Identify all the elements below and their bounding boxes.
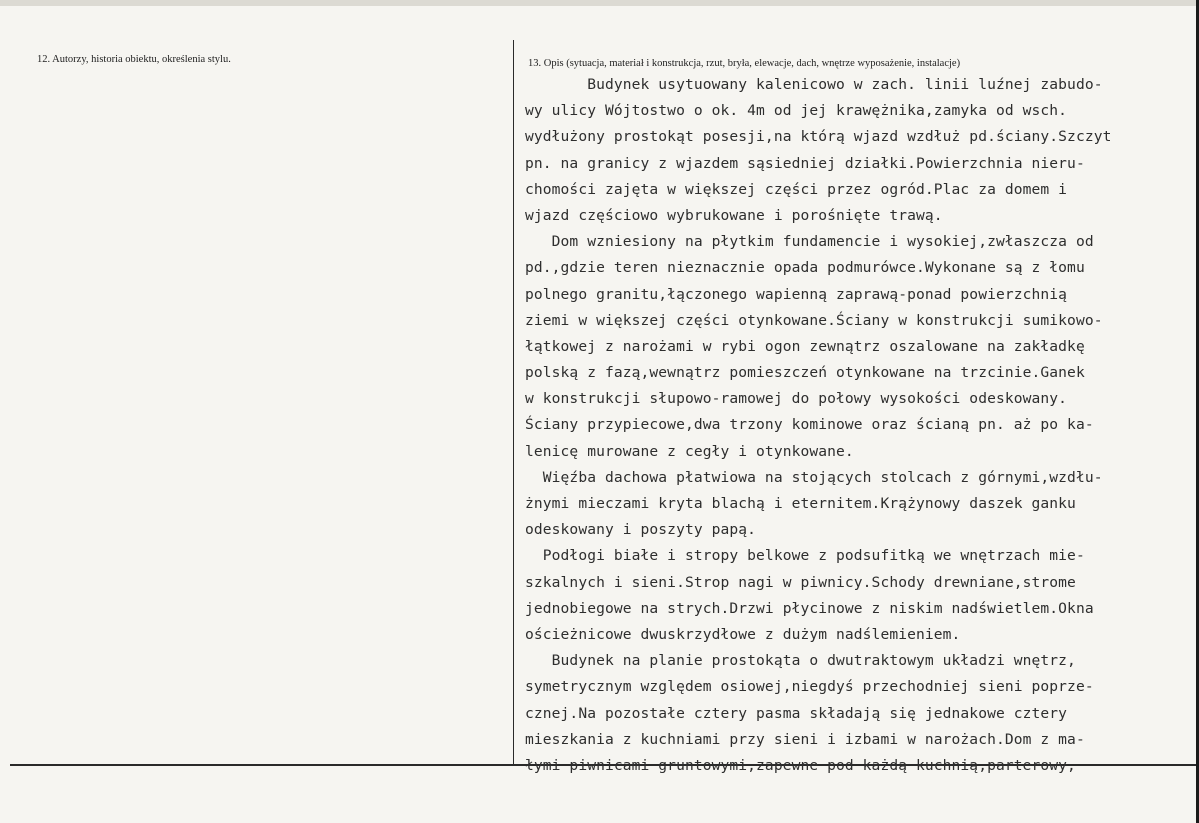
text-line: mieszkania z kuchniami przy sieni i izbami w narożach.Dom z ma-	[525, 730, 1085, 748]
text-line: łymi piwnicami gruntowymi,zapewne pod każdą kuchnią,parterowy,	[525, 756, 1076, 774]
text-line: wjazd częściowo wybrukowane i porośnięte trawą.	[525, 206, 943, 224]
text-line: ziemi w większej części otynkowane.Ściany w konstrukcji sumikowo-	[525, 311, 1103, 329]
text-line: polnego granitu,łączonego wapienną zaprawą-ponad powierzchnią	[525, 285, 1068, 303]
text-line: żnymi mieczami kryta blachą i eternitem.Krążynowy daszek ganku	[525, 495, 1076, 512]
text-line: Więźba dachowa płatwiowa na stojących stolcach z górnymi,wzdłu-	[525, 468, 1103, 486]
text-line: wy ulicy Wójtostwo o ok. 4m od jej krawężnika,zamyka od wsch.	[525, 102, 1068, 120]
top-edge	[0, 0, 1199, 6]
text-line: pd.,gdzie teren nieznacznie opada podmurówce.Wykonane są z łomu	[525, 259, 1085, 277]
text-line: cznej.Na pozostałe cztery pasma składają się jednakowe cztery	[525, 704, 1068, 722]
text-line: polską z fazą,wewnątrz pomieszczeń otynkowane na trzcinie.Ganek	[525, 364, 1085, 382]
text-line: Budynek na planie prostokąta o dwutraktowym układzi wnętrz,	[525, 652, 1076, 670]
text-line: w konstrukcji słupowo-ramowej do połowy wysokości odeskowany.	[525, 390, 1068, 408]
text-line: Budynek usytuowany kalenicowo w zach. linii luźnej zabudo-	[525, 76, 1103, 93]
text-line: łątkowej z narożami w rybi ogon zewnątrz oszalowane na zakładkę	[525, 337, 1085, 355]
text-line: lenicę murowane z cegły i otynkowane.	[525, 442, 854, 460]
text-line: pn. na granicy z wjazdem sąsiedniej działki.Powierzchnia nieru-	[525, 154, 1085, 172]
section-12-heading: 12. Autorzy, historia obiektu, określenia stylu.	[37, 54, 231, 65]
text-line: Dom wzniesiony na płytkim fundamencie i wysokiej,zwłaszcza od	[525, 233, 1094, 251]
text-line: szkalnych i sieni.Strop nagi w piwnicy.Schody drewniane,strome	[525, 573, 1076, 591]
text-line: ościeżnicowe dwuskrzydłowe z dużym nadślemieniem.	[525, 625, 961, 643]
text-line: symetrycznym względem osiowej,niegdyś przechodniej sieni poprze-	[525, 678, 1094, 696]
text-line: jednobiegowe na strych.Drzwi płycinowe z niskim nadświetlem.Okna	[525, 599, 1094, 617]
text-line: Ściany przypiecowe,dwa trzony kominowe oraz ścianą pn. aż po ka-	[525, 416, 1094, 434]
description-text	[525, 72, 1185, 779]
text-line: chomości zajęta w większej części przez ogród.Plac za domem i	[525, 180, 1068, 198]
text-line: Podłogi białe i stropy belkowe z podsufitką we wnętrzach mie-	[525, 547, 1085, 565]
column-divider	[513, 40, 514, 765]
text-line: odeskowany i poszyty papą.	[525, 521, 757, 539]
section-13-heading: 13. Opis (sytuacja, materiał i konstrukcja, rzut, bryła, elewacje, dach, wnętrze wyposażenie, instalacje)	[528, 58, 961, 69]
text-line: wydłużony prostokąt posesji,na którą wjazd wzdłuż pd.ściany.Szczyt	[525, 128, 1112, 146]
